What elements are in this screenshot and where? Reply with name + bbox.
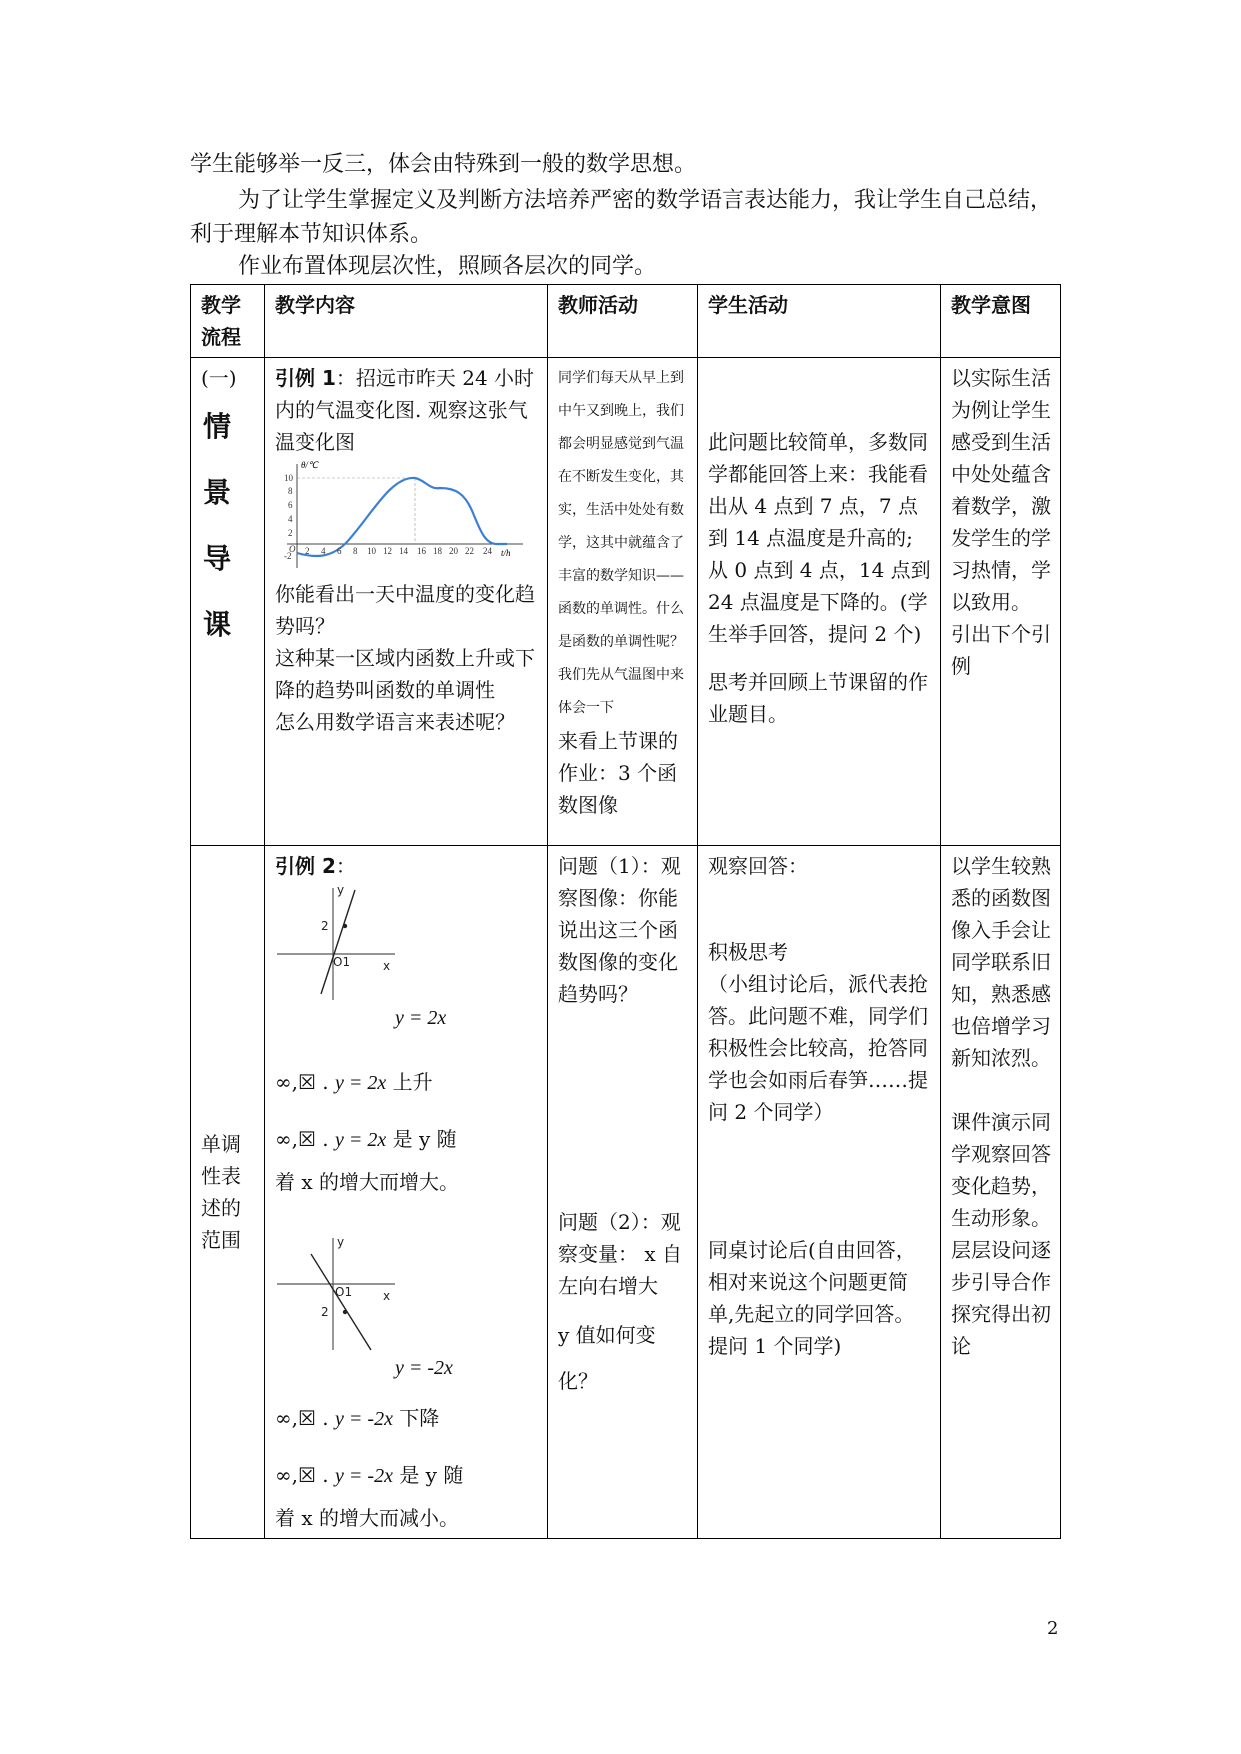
paragraph-2: 为了让学生掌握定义及判断方法培养严密的数学语言表达能力，我让学生自己总结，利于理解本节知识体系。 (190, 188, 1053, 247)
lesson-table (190, 284, 1061, 1539)
x-tick-24: 24 (483, 546, 492, 556)
teacher-remark-small: 同学们每天从早上到中午又到晚上，我们都会明显感觉到气温在不断发生变化，其实，生活中处处有数学，这其中就蕴含了丰富的数学知识——函数的单调性。什么是函数的单调性呢？我们先从气温图中来体会一下 (558, 370, 684, 716)
student-answer-3: （小组讨论后，派代表抢答。此问题不难，同学们积极性会比较高，抢答同学也会如雨后春笋……提问 2 个同学） (708, 972, 928, 1124)
graph2-x-label: x (383, 1289, 391, 1303)
y-axis-label: θ/℃ (301, 460, 319, 470)
stage-char-4: 课 (203, 608, 232, 641)
graph2-statement-2-eq: y = -2x (335, 1465, 393, 1487)
header-flow: 教学流程 (191, 285, 265, 358)
stage-cell-1 (191, 358, 265, 846)
intent-1: 以实际生活为例让学生感受到生活中处处蕴含着数学，激发学生的学习热情，学以致用。 (951, 366, 1051, 614)
example-2-colon: ： (335, 854, 356, 878)
graph2-statement-2 (275, 1459, 539, 1492)
graph1-statement-2 (275, 1123, 539, 1156)
y-tick-8: 8 (288, 486, 293, 496)
graph1-tick-2: 2 (321, 919, 329, 933)
y-tick-neg2: -2 (284, 551, 292, 561)
header-content: 教学内容 (265, 285, 548, 358)
teacher-question-2b: y 值如何变化？ (558, 1323, 656, 1393)
x-axis-label: t/h (501, 548, 511, 558)
student-answer-1: 观察回答： (708, 854, 808, 878)
content-cell-1 (265, 358, 548, 846)
x-tick-22: 22 (465, 546, 474, 556)
example-1-text: ：招远市昨天 24 小时内的气温变化图. 观察这张气温变化图 (275, 366, 535, 454)
header-intent: 教学意图 (941, 285, 1061, 358)
graph1-equation: y = 2x (395, 1007, 447, 1029)
table-row-2 (191, 846, 1061, 1539)
graph1-statement-1-tail: 上升 (392, 1070, 433, 1094)
x-tick-6: 6 (337, 546, 342, 556)
graph-decreasing (275, 1232, 415, 1352)
student-answer-2: 积极思考 (708, 940, 788, 964)
graph2-y-label: y (337, 1235, 345, 1249)
graph2-origin: O1 (335, 1285, 353, 1299)
intent-2a: 以学生较熟悉的函数图像入手会让同学联系旧知，熟悉感也倍增学习新知浓烈。 (951, 854, 1051, 1070)
graph2-statement-1-eq: y = -2x (335, 1408, 393, 1430)
x-tick-12: 12 (383, 546, 392, 556)
example-1-question2: 怎么用数学语言来表述呢？ (275, 710, 515, 734)
header-teacher: 教师活动 (548, 285, 698, 358)
intent-cell-2 (941, 846, 1061, 1539)
intent-2b: 课件演示同学观察回答变化趋势，生动形象。层层设问逐步引导合作探究得出初论 (951, 1110, 1051, 1358)
stage-char-3: 导 (203, 542, 232, 575)
student-cell-1 (698, 358, 941, 846)
teacher-question-2: 问题（2）：观察变量： x 自左向右增大 (558, 1210, 682, 1298)
stage-cell-2 (191, 846, 265, 1539)
teacher-cell-2 (548, 846, 698, 1539)
graph1-statement-1-symbol: ∞,☒ . (275, 1070, 329, 1094)
line-y-neg2x (311, 1254, 371, 1350)
y-tick-10: 10 (284, 473, 293, 483)
graph1-origin: O1 (333, 955, 351, 969)
graph1-statement-1-eq: y = 2x (335, 1072, 387, 1094)
stage-2-label: 单调性表述的范围 (201, 1132, 241, 1252)
page-number: 2 (1047, 1618, 1059, 1639)
example-1-question: 你能看出一天中温度的变化趋势吗？ (275, 582, 535, 638)
student-cell-2 (698, 846, 941, 1539)
graph1-statement-2-eq: y = 2x (335, 1129, 387, 1151)
table-header-row (191, 285, 1061, 358)
x-tick-14: 14 (399, 546, 408, 556)
graph1-statement-1 (275, 1066, 539, 1099)
graph1-y-label: y (337, 883, 345, 897)
y-tick-2: 2 (288, 528, 293, 538)
student-activity-1: 此问题比较简单，多数同学都能回答上来：我能看出从 4 点到 7 点，7 点到 14 点温度是升高的; 从 0 点到 4 点，14 点到 24 点温度是下降的。(学生举手回答，提问 2 个) (708, 430, 931, 646)
graph1-statement-2-symbol: ∞,☒ . (275, 1127, 329, 1151)
line-y-2x (321, 890, 355, 994)
x-tick-10: 10 (367, 546, 376, 556)
graph1-statement-3: 着 x 的增大而增大。 (275, 1170, 459, 1194)
graph2-statement-1 (275, 1402, 539, 1435)
stage-char-2: 景 (203, 476, 232, 509)
graph2-statement-2-symbol: ∞,☒ . (275, 1463, 329, 1487)
example-2-title: 引例 2 (275, 854, 336, 878)
table-row-1 (191, 358, 1061, 846)
x-tick-20: 20 (449, 546, 458, 556)
temperature-chart (275, 458, 525, 578)
example-1-title: 引例 1 (275, 366, 336, 390)
x-tick-2: 2 (305, 546, 310, 556)
teacher-question-1: 问题（1）：观察图像：你能说出这三个函数图像的变化趋势吗？ (558, 854, 681, 1006)
x-tick-4: 4 (321, 546, 326, 556)
intent-1b: 引出下个引例 (951, 622, 1051, 678)
stage-char-1: 情 (203, 410, 232, 443)
x-tick-18: 18 (433, 546, 442, 556)
graph2-statement-1-tail: 下降 (399, 1406, 440, 1430)
x-tick-16: 16 (417, 546, 426, 556)
example-1-definition: 这种某一区域内函数上升或下降的趋势叫函数的单调性 (275, 646, 535, 702)
graph-increasing (275, 882, 415, 1002)
header-student: 学生活动 (698, 285, 941, 358)
intent-cell-1 (941, 358, 1061, 846)
graph2-equation: y = -2x (395, 1357, 453, 1379)
x-tick-8: 8 (353, 546, 358, 556)
y-tick-6: 6 (288, 500, 293, 510)
teacher-cell-1 (548, 358, 698, 846)
graph1-x-label: x (383, 959, 391, 973)
graph2-statement-1-symbol: ∞,☒ . (275, 1406, 329, 1430)
paragraph-3: 作业布置体现层次性，照顾各层次的同学。 (238, 254, 657, 279)
student-activity-2: 思考并回顾上节课留的作业题目。 (708, 670, 928, 726)
stage-number: (一) (201, 366, 237, 390)
origin-label: O (289, 544, 296, 554)
teacher-remark: 来看上节课的作业：3 个函数图像 (558, 729, 678, 817)
content-cell-2 (265, 846, 548, 1539)
graph2-statement-3: 着 x 的增大而减小。 (275, 1506, 459, 1530)
y-tick-4: 4 (288, 514, 293, 524)
paragraph-1: 学生能够举一反三，体会由特殊到一般的数学思想。 (190, 152, 697, 177)
graph1-statement-2-tail: 是 y 随 (392, 1127, 457, 1151)
graph2-tick-2: 2 (321, 1305, 329, 1319)
graph2-statement-2-tail: 是 y 随 (399, 1463, 464, 1487)
student-answer-4: 同桌讨论后(自由回答，相对来说这个问题更简单,先起立的同学回答。提问 1 个同学) (708, 1238, 916, 1358)
